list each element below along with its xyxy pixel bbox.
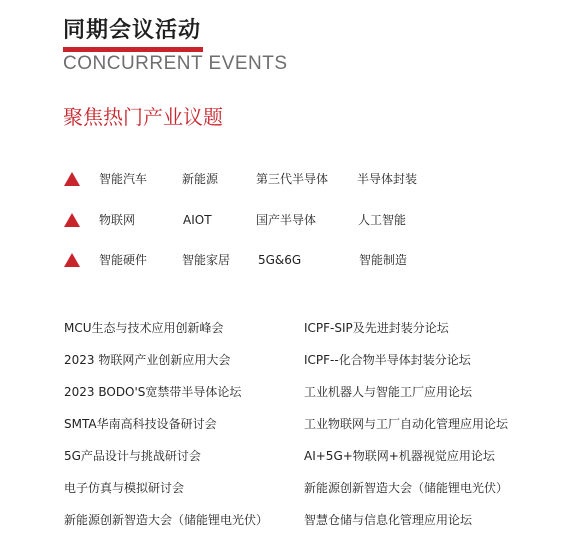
event-item: 5G产品设计与挑战研讨会 [64, 449, 201, 463]
topic-item: 第三代半导体 [256, 172, 329, 186]
topic-item: 半导体封装 [357, 172, 418, 186]
event-item: 2023 物联网产业创新应用大会 [64, 353, 231, 367]
triangle-bullet-icon [64, 253, 80, 267]
event-item: SMTA华南高科技设备研讨会 [64, 417, 217, 431]
triangle-bullet-icon [64, 172, 80, 186]
topic-item: 智能硬件 [99, 253, 148, 267]
topic-row [0, 250, 582, 270]
topic-item: 5G&6G [258, 253, 302, 267]
topic-item: 新能源 [182, 172, 219, 186]
topic-item: 智能家居 [182, 253, 231, 267]
title-underline [63, 47, 203, 52]
event-item: 新能源创新智造大会（储能锂电光伏） [64, 513, 269, 527]
topic-item: 国产半导体 [256, 213, 317, 227]
event-item: MCU生态与技术应用创新峰会 [64, 321, 224, 335]
topics-heading: 聚焦热门产业议题 [63, 105, 223, 129]
title-english: CONCURRENT EVENTS [63, 53, 288, 74]
event-item: ICPF-SIP及先进封装分论坛 [304, 321, 449, 335]
topic-item: 物联网 [99, 213, 136, 227]
title-chinese: 同期会议活动 [63, 18, 202, 43]
topic-item: 智能汽车 [99, 172, 148, 186]
event-item: 2023 BODO'S宽禁带半导体论坛 [64, 385, 242, 399]
topic-item: 智能制造 [359, 253, 408, 267]
topic-row [0, 210, 582, 230]
topic-row [0, 169, 582, 189]
topic-item: 人工智能 [358, 213, 407, 227]
triangle-bullet-icon [64, 213, 80, 227]
topic-item: AIOT [183, 213, 212, 227]
event-item: 工业机器人与智能工厂应用论坛 [304, 385, 473, 399]
event-item: 智慧仓储与信息化管理应用论坛 [304, 513, 473, 527]
event-item: AI+5G+物联网+机器视觉应用论坛 [304, 449, 495, 463]
event-item: 电子仿真与模拟研讨会 [64, 481, 185, 495]
event-item: 新能源创新智造大会（储能锂电光伏） [304, 481, 509, 495]
event-item: 工业物联网与工厂自动化管理应用论坛 [304, 417, 509, 431]
event-item: ICPF--化合物半导体封装分论坛 [304, 353, 471, 367]
